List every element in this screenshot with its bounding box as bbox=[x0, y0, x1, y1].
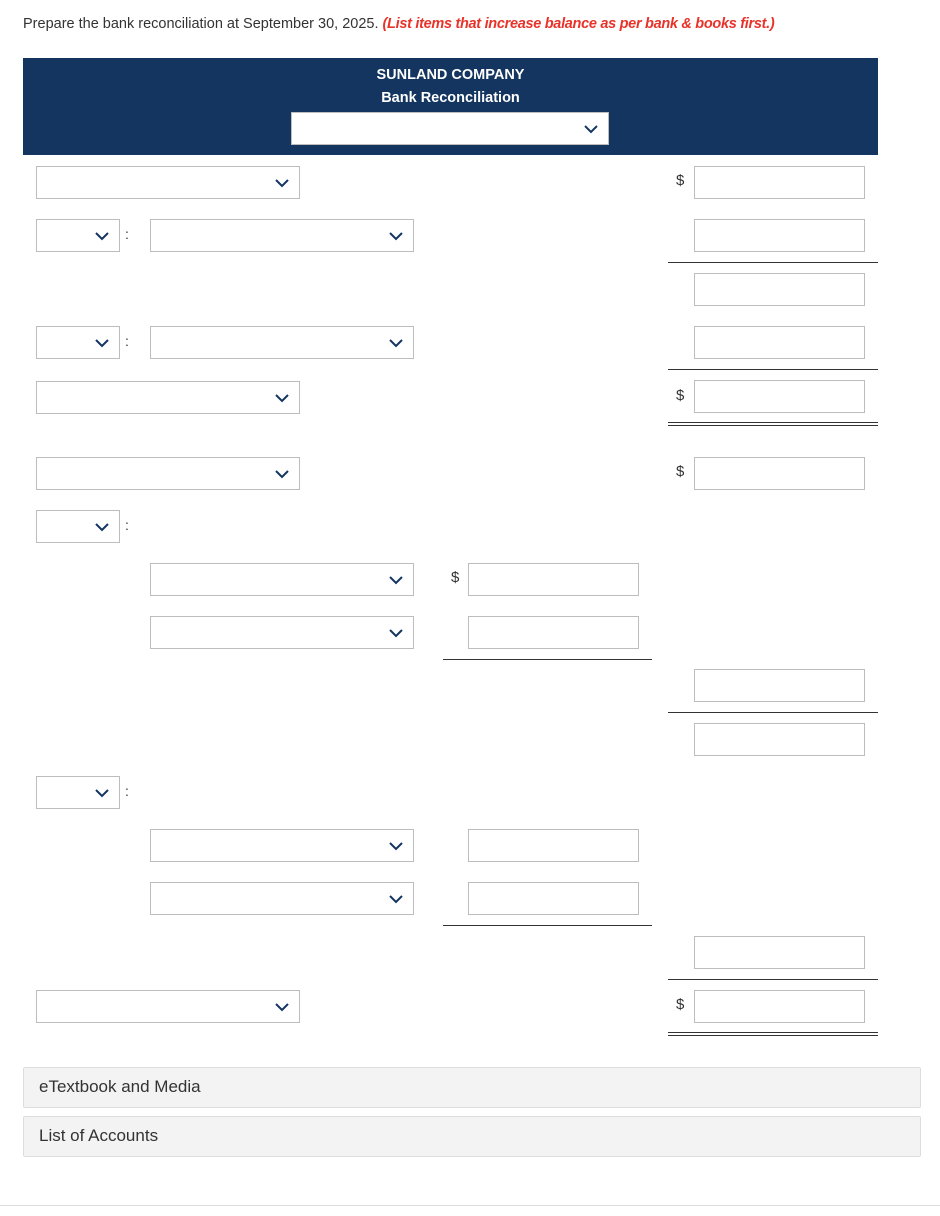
adjusted-book-balance-amount[interactable] bbox=[694, 990, 865, 1023]
adjusted-bank-balance-amount[interactable] bbox=[694, 380, 865, 413]
chevron-down-icon bbox=[274, 466, 290, 482]
chevron-down-icon bbox=[388, 572, 404, 588]
item-select[interactable] bbox=[150, 829, 414, 862]
chevron-down-icon bbox=[94, 228, 110, 244]
item-select[interactable] bbox=[150, 219, 414, 252]
chevron-down-icon bbox=[94, 785, 110, 801]
etextbook-media-label: eTextbook and Media bbox=[39, 1077, 201, 1096]
dollar-sign: $ bbox=[676, 387, 685, 404]
adjusted-book-balance-select[interactable] bbox=[36, 990, 300, 1023]
chevron-down-icon bbox=[388, 838, 404, 854]
underline-rule bbox=[443, 925, 652, 926]
company-name: SUNLAND COMPANY bbox=[376, 67, 525, 83]
double-underline-rule bbox=[668, 422, 878, 426]
underline-rule bbox=[443, 659, 652, 660]
adjusted-bank-balance-select[interactable] bbox=[36, 381, 300, 414]
amount-input[interactable] bbox=[694, 326, 865, 359]
amount-input[interactable] bbox=[468, 563, 639, 596]
item-select[interactable] bbox=[150, 882, 414, 915]
balance-per-bank-amount[interactable] bbox=[694, 166, 865, 199]
chevron-down-icon bbox=[388, 891, 404, 907]
date-select[interactable] bbox=[291, 112, 609, 145]
double-underline-rule bbox=[668, 1032, 878, 1036]
add-less-select[interactable] bbox=[36, 326, 120, 359]
chevron-down-icon bbox=[274, 999, 290, 1015]
chevron-down-icon bbox=[94, 519, 110, 535]
chevron-down-icon bbox=[583, 121, 599, 137]
instruction-note: (List items that increase balance as per bank & books first.) bbox=[382, 16, 775, 32]
item-select[interactable] bbox=[150, 326, 414, 359]
dollar-sign: $ bbox=[676, 172, 685, 189]
balance-per-bank-select[interactable] bbox=[36, 166, 300, 199]
underline-rule bbox=[668, 262, 878, 263]
list-of-accounts-button[interactable] bbox=[23, 1116, 921, 1157]
amount-input[interactable] bbox=[694, 723, 865, 756]
amount-input[interactable] bbox=[694, 219, 865, 252]
chevron-down-icon bbox=[388, 335, 404, 351]
amount-input[interactable] bbox=[694, 936, 865, 969]
list-of-accounts-label: List of Accounts bbox=[39, 1126, 159, 1145]
dollar-sign: $ bbox=[676, 463, 685, 480]
amount-input[interactable] bbox=[694, 273, 865, 306]
add-less-select[interactable] bbox=[36, 219, 120, 252]
amount-input[interactable] bbox=[694, 669, 865, 702]
amount-input[interactable] bbox=[468, 829, 639, 862]
underline-rule bbox=[668, 369, 878, 370]
dollar-sign: $ bbox=[676, 996, 685, 1013]
chevron-down-icon bbox=[388, 625, 404, 641]
underline-rule bbox=[668, 979, 878, 980]
chevron-down-icon bbox=[274, 175, 290, 191]
amount-input[interactable] bbox=[468, 616, 639, 649]
dollar-sign: $ bbox=[451, 569, 460, 586]
chevron-down-icon bbox=[94, 335, 110, 351]
amount-input[interactable] bbox=[468, 882, 639, 915]
add-less-select[interactable] bbox=[36, 510, 120, 543]
underline-rule bbox=[668, 712, 878, 713]
item-select[interactable] bbox=[150, 616, 414, 649]
instruction-text: Prepare the bank reconciliation at September 30, 2025. bbox=[23, 16, 379, 32]
bottom-divider bbox=[0, 1205, 940, 1206]
chevron-down-icon bbox=[388, 228, 404, 244]
colon: : bbox=[125, 333, 129, 349]
balance-per-books-amount[interactable] bbox=[694, 457, 865, 490]
item-select[interactable] bbox=[150, 563, 414, 596]
balance-per-books-select[interactable] bbox=[36, 457, 300, 490]
colon: : bbox=[125, 517, 129, 533]
statement-title: Bank Reconciliation bbox=[381, 90, 520, 106]
chevron-down-icon bbox=[274, 390, 290, 406]
instruction bbox=[23, 16, 774, 32]
etextbook-media-button[interactable] bbox=[23, 1067, 921, 1108]
colon: : bbox=[125, 226, 129, 242]
add-less-select[interactable] bbox=[36, 776, 120, 809]
colon: : bbox=[125, 783, 129, 799]
